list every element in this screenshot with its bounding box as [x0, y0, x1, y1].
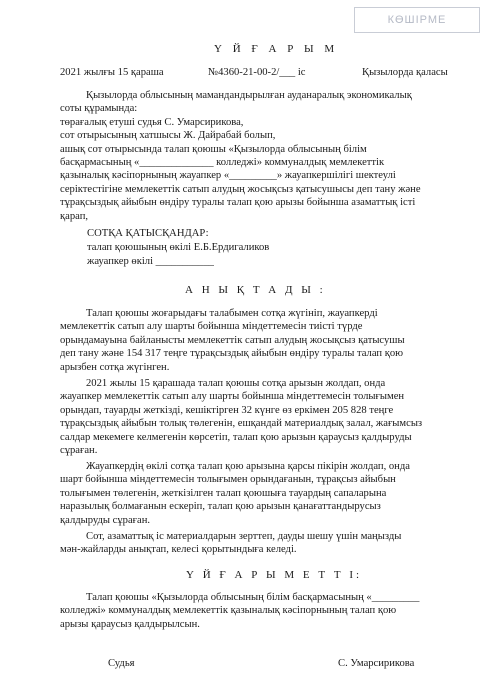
court-line: басқармасының «______________ колледжі» коммуналдық мемлекеттік — [60, 157, 385, 169]
court-line: қарап, — [60, 210, 89, 222]
court-line: соты құрамында: — [60, 103, 138, 115]
paragraph-line: орындап, тауарды жеткізді, кешіктірген 32 күнге өз еркімен 205 828 теңге — [60, 404, 394, 416]
court-line: серіктестігіне мемлекеттік сатып алудың жосықсыз қатысушысы деп тану және — [60, 183, 421, 195]
paragraph-line: наразылық болмағанын ескеріп, талап қою арызын қанағаттандырусыз — [60, 501, 381, 513]
paragraph-2 — [60, 377, 460, 457]
paragraph-line: арызбен сотқа жүгінген. — [60, 361, 170, 373]
document-date: 2021 жылғы 15 қараша — [60, 67, 164, 78]
paragraph-line: тұрақсыздық айыбын толық төлегенін, ешқандай материалдық залал, жағымсыз — [60, 418, 423, 430]
court-line: қазыналық кәсіпорнының жауапкер «_________» жауапкершілігі шектеулі — [60, 170, 396, 182]
paragraph-3 — [60, 460, 460, 527]
paragraph-line: шарт бойынша міндеттемесін толығымен орындағанын, тұрақсыз айыбын — [60, 474, 396, 486]
document-city: Қызылорда қаласы — [362, 67, 448, 78]
paragraph-line: қалдыруды сұраған. — [60, 514, 151, 526]
paragraph-line: Талап қоюшы жоғарыдағы талабымен сотқа жүгініп, жауапкерді — [86, 308, 378, 319]
paragraph-line: 2021 жылы 15 қарашада талап қоюшы сотқа арызын жолдап, онда — [86, 378, 386, 389]
signature-name: С. Умарсирикова — [338, 658, 415, 669]
participant-line: талап қоюшының өкілі Е.Б.Ердигаликов — [87, 242, 270, 253]
copy-stamp: КӨШІРМЕ — [354, 7, 480, 33]
court-line: ашық сот отырысында талап қоюшы «Қызылорда облысының білім — [60, 143, 367, 155]
resolution-line: Талап қоюшы «Қызылорда облысының білім басқармасының «_________ — [86, 592, 420, 603]
paragraph-line: толығымен төлегенін, жеткізілген талап қоюшыға тауардың сапаларына — [60, 487, 387, 499]
court-line: сот отырысының хатшысы Ж. Дайрабай болып, — [60, 130, 276, 142]
paragraph-line: сұраған. — [60, 445, 98, 457]
paragraph-line: мән-жайларды анықтап, келесі қорытындыға келеді. — [60, 544, 297, 556]
established-heading: А Н Ы Қ Т А Д Ы : — [185, 284, 326, 296]
resolution-line: колледжі» коммуналдық мемлекеттік қазыналық кәсіпорнының талап қою — [60, 605, 397, 617]
court-composition — [60, 89, 460, 223]
resolved-heading: Ү Й Ғ А Р Ы М Е Т Т І: — [186, 569, 363, 581]
paragraph-4 — [60, 530, 460, 557]
resolution — [60, 591, 460, 631]
document-title: Ү Й Ғ А Р Ы М — [214, 43, 339, 55]
paragraph-line: салдар мекемеге келмегенін көрсетіп, талап қою арызын қараусыз қалдыруды — [60, 431, 412, 443]
participant-line: жауапкер өкілі ___________ — [87, 256, 214, 267]
case-number: №4360-21-00-2/___ іс — [208, 67, 306, 78]
court-line: Қызылорда облысының мамандандырылған ауданаралық экономикалық — [86, 90, 412, 101]
paragraph-line: мемлекеттік сатып алу шарты бойынша міндеттемесін тиісті түрде — [60, 321, 363, 333]
court-line: тұрақсыздық айыбын өндіру туралы талап қою арызы бойынша азаматтық істі — [60, 197, 416, 209]
court-line: төрағалық етуші судья С. Умарсирикова, — [60, 116, 244, 128]
paragraph-line: орындамауына байланысты мемлекеттік сатып алудың жосықсыз қатысушы — [60, 334, 405, 346]
participants-heading: СОТҚА ҚАТЫСҚАНДАР: — [87, 228, 209, 239]
resolution-line: арызы қараусыз қалдырылсын. — [60, 618, 200, 630]
paragraph-1 — [60, 307, 460, 374]
paragraph-line: деп тану және 154 317 теңге тұрақсыздық айыбын өндіру туралы талап қою — [60, 348, 404, 360]
paragraph-line: жауапкер мемлекеттік сатып алу шарты бойынша міндеттемесін толығымен — [60, 391, 405, 403]
signature-role: Судья — [108, 658, 135, 669]
paragraph-line: Жауапкердің өкілі сотқа талап қою арызына қарсы пікірін жолдап, онда — [86, 461, 410, 472]
paragraph-line: Сот, азаматтық іс материалдарын зерттеп, дауды шешу үшін маңызды — [86, 531, 402, 542]
